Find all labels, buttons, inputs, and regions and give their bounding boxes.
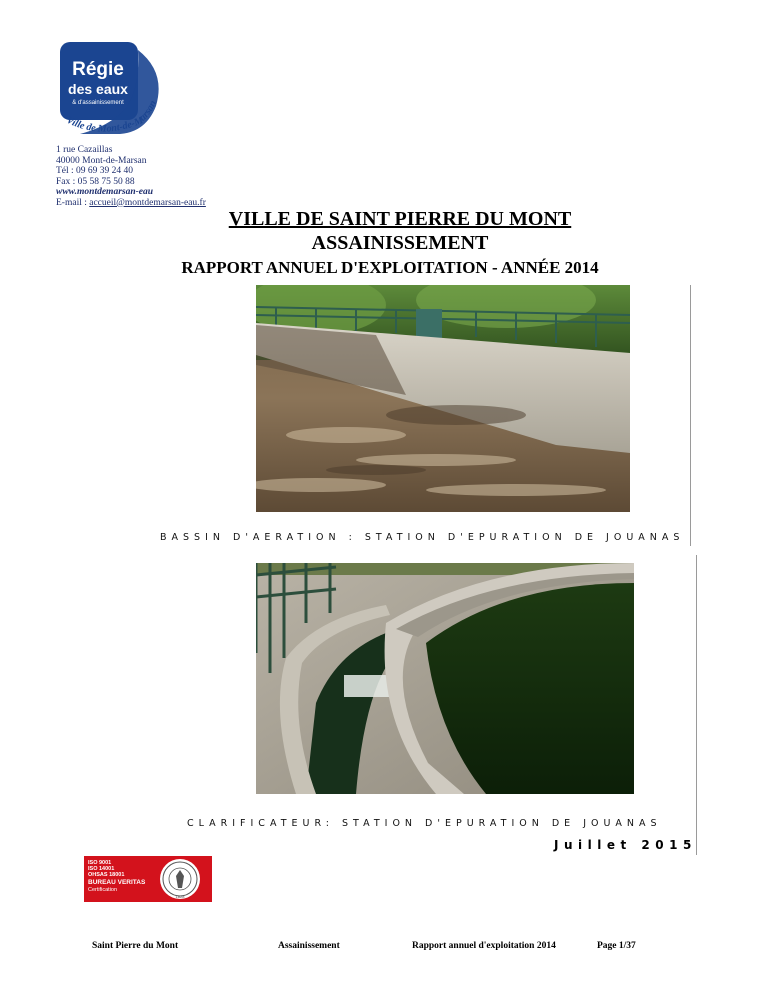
contact-fax: Fax : 05 58 75 50 88 — [56, 176, 135, 187]
contact-email-link[interactable]: accueil@montdemarsan-eau.fr — [89, 197, 206, 208]
page-title: VILLE DE SAINT PIERRE DU MONT — [228, 208, 572, 230]
aeration-basin-photo — [256, 285, 630, 512]
logo-line1: Régie — [72, 59, 124, 80]
cert-iso-14001: ISO 14001 — [88, 866, 115, 872]
cert-iso-9001: ISO 9001 — [88, 860, 112, 866]
contact-block — [56, 145, 206, 208]
contact-email-row — [56, 198, 206, 209]
margin-rule — [690, 285, 691, 546]
logo-line2: des eaux — [68, 81, 128, 97]
contact-city: 40000 Mont-de-Marsan — [56, 155, 147, 166]
footer-page-number: Page 1/37 — [597, 941, 636, 951]
footer-report: Rapport annuel d'exploitation 2014 — [412, 941, 556, 951]
regie-logo — [60, 42, 168, 142]
footer-commune: Saint Pierre du Mont — [92, 941, 179, 951]
contact-tel: Tél : 09 69 39 24 40 — [56, 166, 134, 176]
photo-caption-clarifier: CLARIFICATEUR: STATION D'EPURATION DE JOUANAS — [187, 818, 662, 829]
cert-ohsas: OHSAS 18001 — [88, 872, 125, 878]
footer-service: Assainissement — [278, 941, 340, 951]
page-subtitle: ASSAINISSEMENT — [311, 232, 489, 254]
contact-website: www.montdemarsan-eau — [56, 187, 154, 197]
logo-arc-text: Ville de Mont-de-Marsan — [64, 98, 160, 135]
cert-org: BUREAU VERITAS — [88, 879, 146, 886]
logo-line3: & d'assainissement — [72, 100, 124, 106]
report-title: RAPPORT ANNUEL D'EXPLOITATION - ANNÉE 2014 — [181, 258, 599, 277]
clarifier-photo — [256, 563, 634, 794]
photo-caption-aeration: BASSIN D'AERATION : STATION D'EPURATION DE JOUANAS — [160, 532, 685, 543]
report-date: Juillet 2015 — [554, 838, 697, 852]
cert-label: Certification — [88, 887, 118, 893]
contact-address: 1 rue Cazaillas — [56, 145, 113, 155]
cert-seal-year: 1828 — [175, 894, 185, 899]
contact-email-label: E-mail : — [56, 197, 90, 208]
bureau-veritas-certification-badge — [84, 856, 212, 902]
margin-rule-2 — [696, 555, 697, 855]
